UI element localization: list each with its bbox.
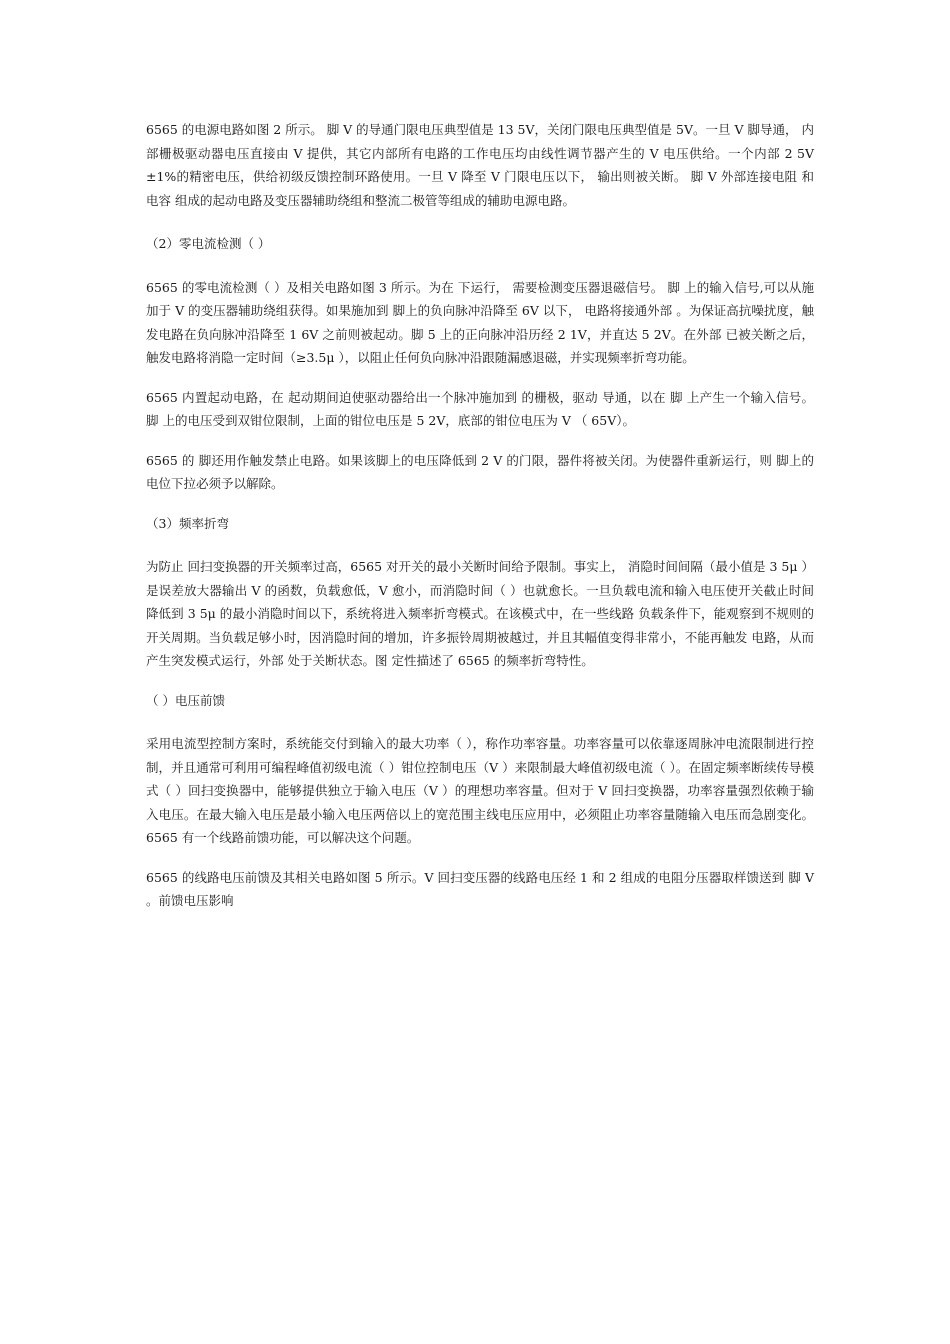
paragraph-startup-circuit: 6565 内置起动电路，在 起动期间迫使驱动器给出一个脉冲施加到 的栅极，驱动 导通，以在 脚 上产生一个输入信号。 脚 上的电压受到双钳位限制，上面的钳位电压是 5 2V，底部的钳位电压为 V （ 65V）。 (146, 389, 818, 428)
section-heading-zero-current-detection: （2）零电流检测（ ） (146, 236, 271, 251)
paragraph-trigger-disable: 6565 的 脚还用作触发禁止电路。如果该脚上的电压降低到 2 V 的门限，器件将被关闭。为使器件重新运行，则 脚上的电位下拉必须予以解除。 (146, 452, 814, 491)
section-heading-voltage-feedforward: （ ）电压前馈 (146, 692, 225, 708)
paragraph-zero-current-detection: 6565 的零电流检测（ ）及相关电路如图 3 所示。为在 下运行， 需要检测变压器退磁信号。 脚 上的输入信号,可以从施加于 V 的变压器辅助绕组获得。如果施加到 脚上的负向脉冲沿降至 6V 以下， 电路将接通外部 。为保证高抗噪扰度，触发电路在负向脉冲沿降至 1 6V 之前则被起动。脚 5 上的正向脉冲沿历经 2 1V，并直达 5 2V。在外部 已被关断之后，触发电路将消隐一定时间（≥3.5μ ），以阻止任何负向脉冲沿跟随漏感退磁，并实现频率折弯功能。 (146, 279, 814, 365)
document-page (146, 118, 818, 913)
paragraph-power-capability: 采用电流型控制方案时，系统能交付到输入的最大功率（ ），称作功率容量。功率容量可以依靠逐周脉冲电流限制进行控制，并且通常可利用可编程峰值初级电流（ ）钳位控制电压（V ）来限制最大峰值初级电流（ ）。在固定频率断续传导模式（ ）回扫变换器中，能够提供独立于输入电压（V ）的理想功率容量。但对于 V 回扫变换器，功率容量强烈依赖于输入电压。在最大输入电压是最小输入电压两倍以上的宽范围主线电压应用中，必须阻止功率容量随输入电压而急剧变化。6565 有一个线路前馈功能，可以解决这个问题。 (146, 736, 814, 845)
paragraph-power-supply: 6565 的电源电路如图 2 所示。 脚 V 的导通门限电压典型值是 13 5V，关闭门限电压典型值是 5V。一旦 V 脚导通， 内部栅极驱动器电压直接由 V 提供，其它内部所有电路的工作电压均由线性调节器产生的 V 电压供给。一个内部 2 5V±1%的精密电压，供给初级反馈控制环路使用。一旦 V 降至 V 门限电压以下， 输出则被关断。 脚 V 外部连接电阻 和电容 组成的起动电路及变压器辅助绕组和整流二极管等组成的辅助电源电路。 (146, 122, 814, 208)
paragraph-line-feedforward: 6565 的线路电压前馈及其相关电路如图 5 所示。V 回扫变压器的线路电压经 1 和 2 组成的电阻分压器取样馈送到 脚 V 。前馈电压影响 (146, 869, 818, 908)
paragraph-frequency-foldback: 为防止 回扫变换器的开关频率过高，6565 对开关的最小关断时间给予限制。事实上， 消隐时间间隔（最小值是 3 5μ ）是误差放大器输出 V 的函数，负载愈低，V 愈小，而消隐时间（ ）也就愈长。一旦负载电流和输入电压使开关截止时间降低到 3 5μ 的最小消隐时间以下，系统将进入频率折弯模式。在该模式中，在一些线路 负载条件下，能观察到不规则的开关周期。当负载足够小时，因消隐时间的增加，许多振铃周期被越过，并且其幅值变得非常小，不能再触发 电路，从而产生突发模式运行，外部 处于关断状态。图 定性描述了 6565 的频率折弯特性。 (146, 559, 814, 668)
section-heading-frequency-foldback: （3）频率折弯 (146, 515, 229, 531)
